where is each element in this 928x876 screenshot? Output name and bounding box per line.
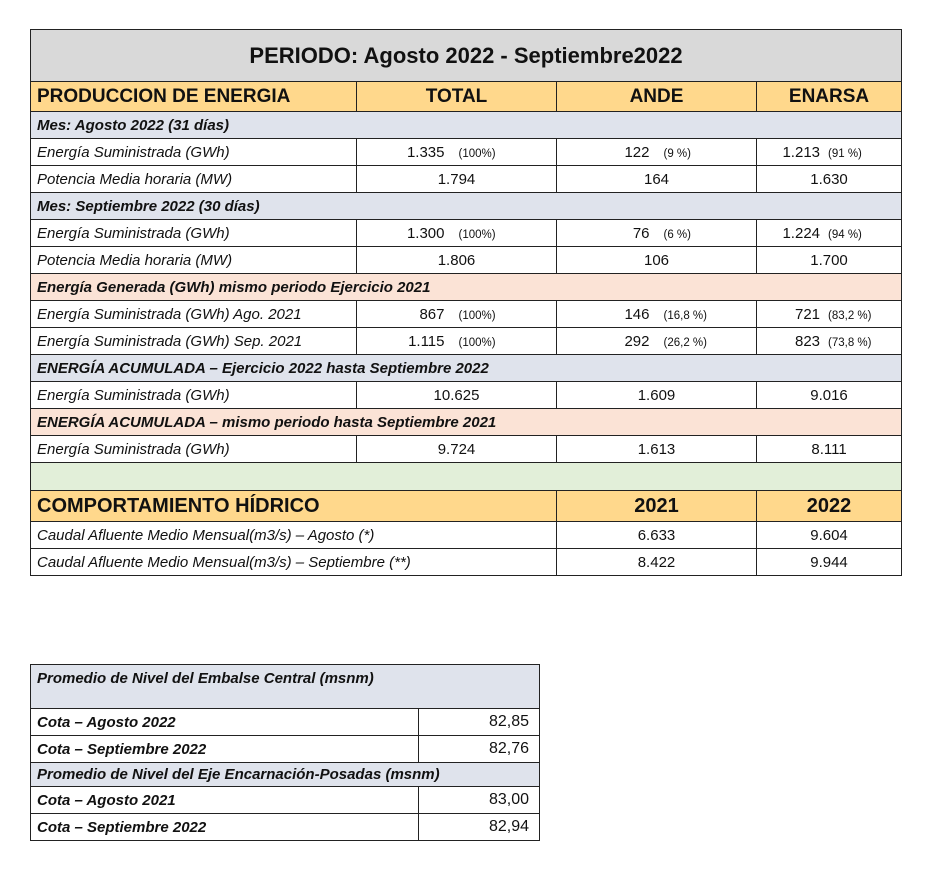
table-row [31, 301, 902, 328]
row-label: Caudal Afluente Medio Mensual(m3/s) – Septiembre (**) [31, 549, 557, 576]
level-value: 82,85 [419, 709, 540, 736]
hydro-header: COMPORTAMIENTO HÍDRICO [31, 491, 557, 522]
value-2021: 8.422 [557, 549, 757, 576]
total-value: 1.794 [357, 166, 557, 193]
table-row [31, 736, 540, 763]
ande-value: 1.613 [557, 436, 757, 463]
level-value: 82,94 [419, 814, 540, 841]
row-label: Energía Suministrada (GWh) [31, 220, 357, 247]
reservoir-levels-table [30, 664, 540, 841]
row-label: Energía Suministrada (GWh) [31, 139, 357, 166]
section-title: ENERGÍA ACUMULADA – Ejercicio 2022 hasta Septiembre 2022 [31, 355, 902, 382]
table-row [31, 522, 902, 549]
central-reservoir-header: Promedio de Nivel del Embalse Central (msnm) [31, 665, 540, 709]
row-label: Energía Suministrada (GWh) Sep. 2021 [31, 328, 357, 355]
enarsa-value: 9.016 [757, 382, 902, 409]
enarsa-value: 1.213 [782, 143, 821, 161]
enarsa-header: ENARSA [757, 82, 902, 112]
value-2021: 6.633 [557, 522, 757, 549]
table-row [31, 436, 902, 463]
enarsa-value: 8.111 [757, 436, 902, 463]
total-value: 1.300 [406, 224, 445, 242]
year-2022-header: 2022 [757, 491, 902, 522]
level-value: 82,76 [419, 736, 540, 763]
ande-value: 106 [557, 247, 757, 274]
row-label: Cota – Agosto 2022 [31, 709, 419, 736]
year-2021-header: 2021 [557, 491, 757, 522]
total-header: TOTAL [357, 82, 557, 112]
ande-percent: (26,2 %) [663, 336, 707, 349]
table-row [31, 814, 540, 841]
table-row [31, 709, 540, 736]
total-percent: (100%) [458, 309, 496, 322]
ande-value: 1.609 [557, 382, 757, 409]
table-row [31, 328, 902, 355]
row-label: Potencia Media horaria (MW) [31, 247, 357, 274]
section-title: Energía Generada (GWh) mismo periodo Ejercicio 2021 [31, 274, 902, 301]
energy-production-table [30, 29, 902, 576]
row-label: Energía Suministrada (GWh) [31, 436, 357, 463]
enarsa-value: 1.224 [782, 224, 821, 242]
enarsa-value: 1.630 [757, 166, 902, 193]
enarsa-value: 721 [794, 305, 821, 323]
ande-percent: (9 %) [663, 147, 691, 160]
total-value: 1.115 [408, 332, 445, 350]
table-row [31, 139, 902, 166]
total-percent: (100%) [458, 228, 496, 241]
row-label: Cota – Agosto 2021 [31, 787, 419, 814]
ande-percent: (6 %) [663, 228, 691, 241]
total-value: 1.335 [406, 143, 445, 161]
section-title: Mes: Septiembre 2022 (30 días) [31, 193, 902, 220]
ande-header: ANDE [557, 82, 757, 112]
table-row [31, 247, 902, 274]
encarnacion-posadas-header: Promedio de Nivel del Eje Encarnación-Posadas (msnm) [31, 763, 540, 787]
ande-value: 122 [624, 143, 650, 161]
row-label: Cota – Septiembre 2022 [31, 736, 419, 763]
total-percent: (100%) [458, 336, 496, 349]
total-percent: (100%) [458, 147, 496, 160]
row-label: Potencia Media horaria (MW) [31, 166, 357, 193]
row-label: Energía Suministrada (GWh) [31, 382, 357, 409]
total-value: 9.724 [357, 436, 557, 463]
table-row [31, 382, 902, 409]
table-row [31, 166, 902, 193]
section-title: Mes: Agosto 2022 (31 días) [31, 112, 902, 139]
level-value: 83,00 [419, 787, 540, 814]
row-label: Energía Suministrada (GWh) Ago. 2021 [31, 301, 357, 328]
section-title: ENERGÍA ACUMULADA – mismo periodo hasta Septiembre 2021 [31, 409, 902, 436]
total-value: 10.625 [357, 382, 557, 409]
ande-value: 164 [557, 166, 757, 193]
total-value: 1.806 [357, 247, 557, 274]
spacer-row [31, 463, 902, 491]
row-label: Cota – Septiembre 2022 [31, 814, 419, 841]
enarsa-percent: (94 %) [828, 228, 862, 241]
row-label: Caudal Afluente Medio Mensual(m3/s) – Agosto (*) [31, 522, 557, 549]
value-2022: 9.604 [757, 522, 902, 549]
ande-value: 146 [624, 305, 650, 323]
table-row [31, 787, 540, 814]
ande-percent: (16,8 %) [663, 309, 707, 322]
enarsa-percent: (73,8 %) [828, 336, 872, 349]
production-header: PRODUCCION DE ENERGIA [31, 82, 357, 112]
period-title: PERIODO: Agosto 2022 - Septiembre2022 [31, 30, 902, 82]
ande-value: 76 [632, 224, 650, 242]
enarsa-value: 823 [794, 332, 821, 350]
enarsa-percent: (83,2 %) [828, 309, 872, 322]
value-2022: 9.944 [757, 549, 902, 576]
enarsa-value: 1.700 [757, 247, 902, 274]
ande-value: 292 [624, 332, 650, 350]
total-value: 867 [419, 305, 445, 323]
table-row [31, 220, 902, 247]
enarsa-percent: (91 %) [828, 147, 862, 160]
table-row [31, 549, 902, 576]
